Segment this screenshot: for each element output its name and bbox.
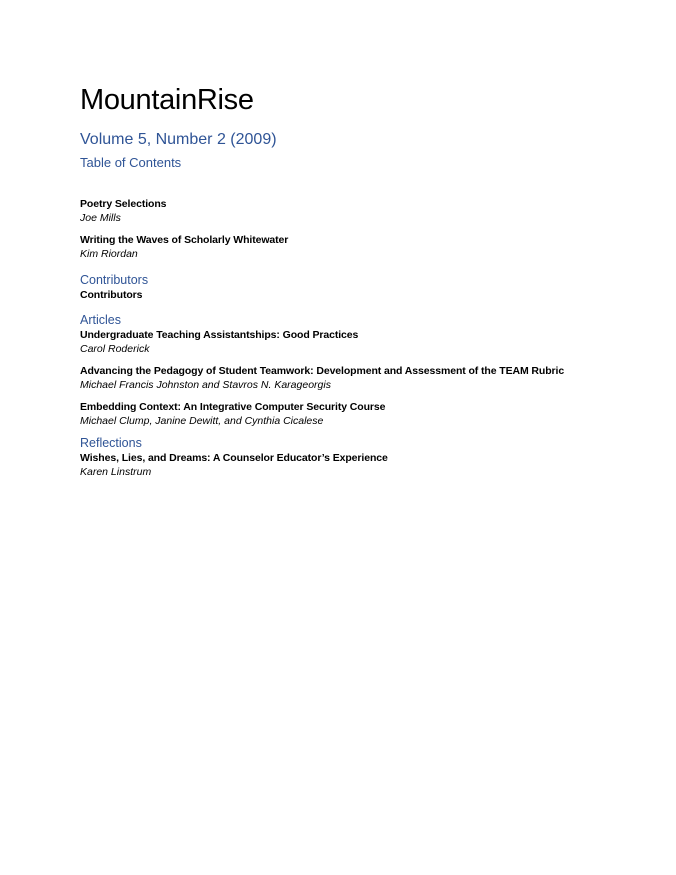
toc-page (80, 82, 620, 489)
entry-title[interactable]: Wishes, Lies, and Dreams: A Counselor Educator’s Experience (80, 452, 388, 464)
section-reflections (80, 436, 620, 479)
entry-author: Karen Linstrum (80, 466, 152, 478)
entry-author: Michael Clump, Janine Dewitt, and Cynthia Cicalese (80, 415, 324, 427)
volume-heading: Volume 5, Number 2 (2009) (80, 131, 277, 148)
journal-title: MountainRise (80, 84, 254, 116)
entry-author: Joe Mills (80, 212, 121, 224)
section-heading: Contributors (80, 273, 149, 287)
entry-title[interactable]: Contributors (80, 289, 143, 301)
entry-title[interactable]: Advancing the Pedagogy of Student Teamwork: Development and Assessment of the TEAM Rubric (80, 365, 565, 377)
section-contributors (80, 273, 620, 302)
toc-entry-reflection-1[interactable] (80, 451, 620, 479)
entry-author: Michael Francis Johnston and Stavros N. Karageorgis (80, 379, 331, 391)
entry-author: Carol Roderick (80, 343, 150, 355)
section-heading: Reflections (80, 436, 142, 450)
entry-title[interactable]: Embedding Context: An Integrative Computer Security Course (80, 401, 386, 413)
entry-title[interactable]: Undergraduate Teaching Assistantships: Good Practices (80, 329, 359, 341)
section-heading: Articles (80, 313, 121, 327)
toc-entry-poetry[interactable] (80, 197, 620, 225)
toc-heading: Table of Contents (80, 155, 182, 170)
entry-title[interactable]: Writing the Waves of Scholarly Whitewater (80, 234, 289, 246)
toc-entry-contributors[interactable] (80, 288, 620, 302)
toc-entry-article-1[interactable] (80, 328, 620, 356)
toc-entry-whitewater[interactable] (80, 233, 620, 261)
toc-entry-article-2[interactable] (80, 364, 620, 392)
entry-title[interactable]: Poetry Selections (80, 198, 167, 210)
toc-entries (80, 197, 620, 479)
toc-entry-article-3[interactable] (80, 400, 620, 428)
section-articles (80, 313, 620, 428)
entry-author: Kim Riordan (80, 248, 138, 260)
